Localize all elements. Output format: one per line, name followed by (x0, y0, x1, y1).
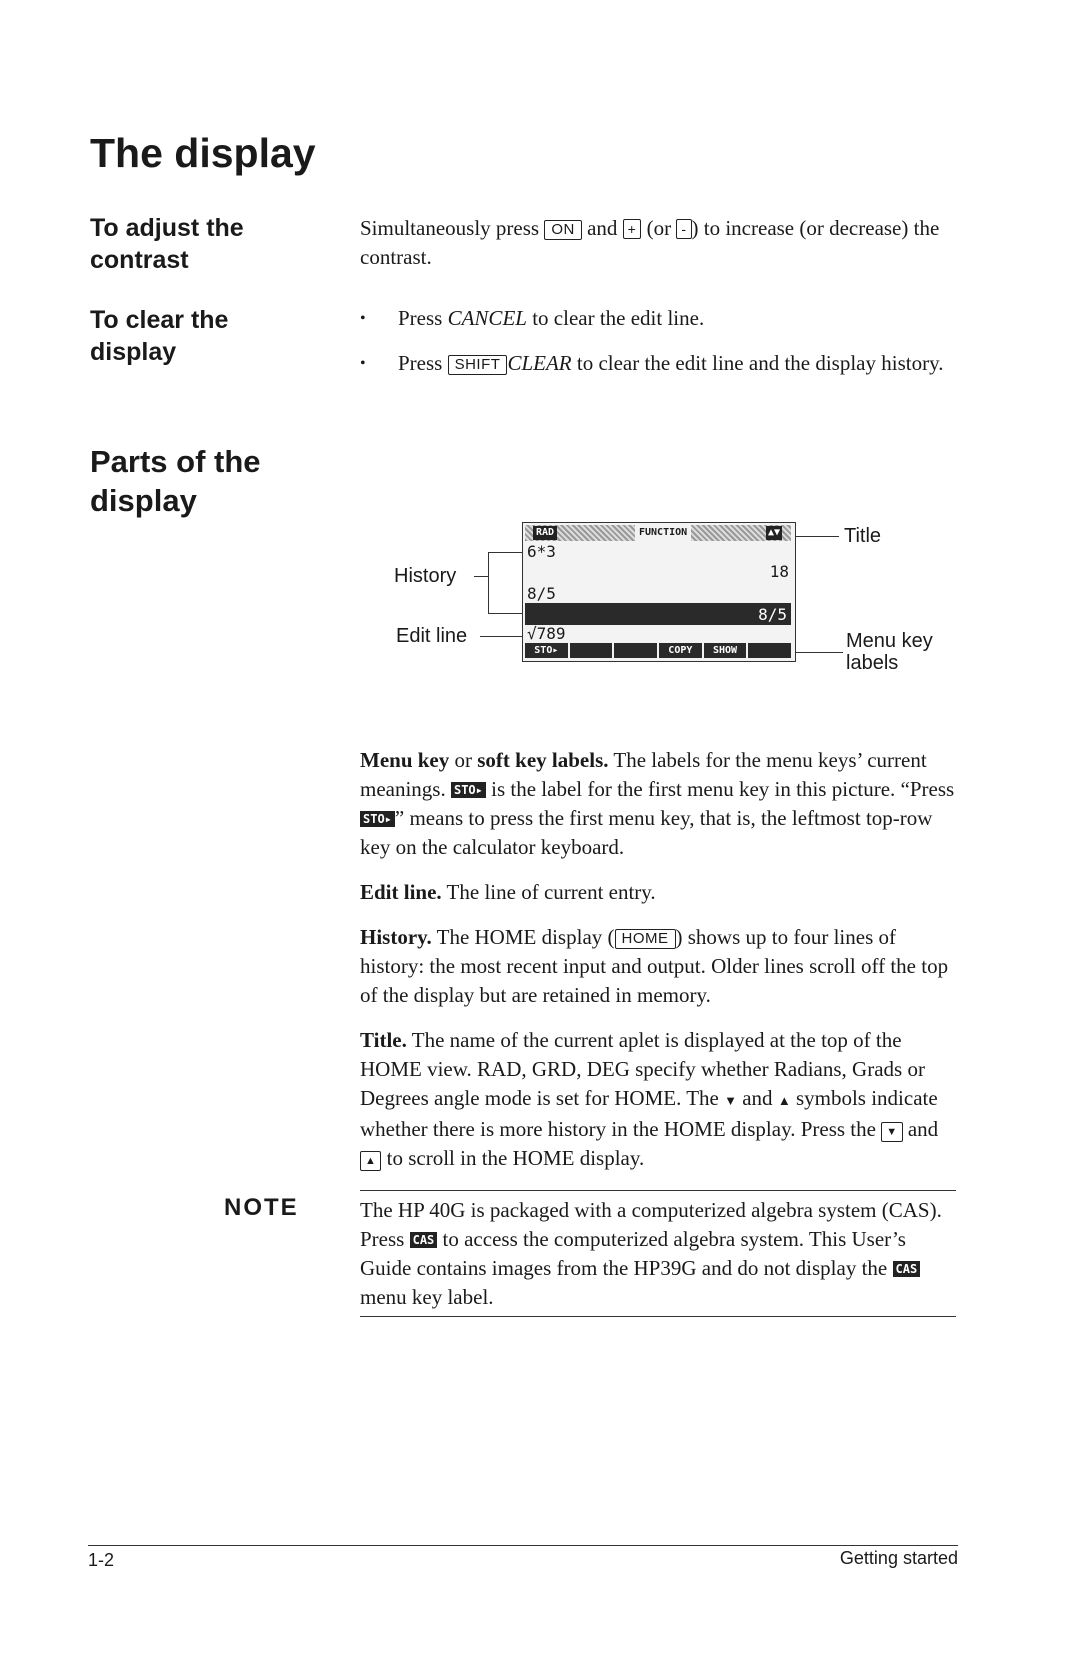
edit-line-label: Edit line (396, 625, 468, 647)
down-key: ▼ (881, 1122, 902, 1142)
minus-key: - (676, 219, 691, 239)
contrast-text: Simultaneously press ON and + (or - ) to increase (or decrease) the contrast. (360, 216, 940, 269)
list-item: • Press SHIFT CLEAR to clear the edit line and the display history. (360, 349, 950, 378)
sto-soft-key: STO▸ (451, 782, 486, 798)
menu-key: STO▸ (525, 643, 568, 658)
clear-heading: To clear the display (90, 306, 229, 366)
note-text: The HP 40G is packaged with a computerized algebra system (CAS). Press CAS to access the computerized algebra system. This User’s Guide contains images from the HP39G and do not display the CAS menu key label. (360, 1198, 942, 1309)
history-line: 6*3 (527, 542, 556, 561)
history-description: History. The HOME display ( HOME ) shows up to four lines of history: the most recent input and output. Older lines scroll off the top of the display but are retained in memory. (360, 925, 949, 1007)
edit-line-description: Edit line. The line of current entry. (360, 880, 656, 904)
history-line: 18 (769, 562, 789, 581)
calculator-display (522, 522, 796, 662)
history-line: 8/5 (527, 584, 556, 603)
note-label: NOTE (224, 1194, 299, 1221)
page-number: 1-2 (88, 1550, 115, 1570)
title-label: Title (844, 525, 882, 547)
menu-key-labels-label: Menu key labels (846, 630, 933, 674)
menu-key: SHOW (704, 643, 747, 658)
menu-key-labels (525, 643, 791, 658)
history-arrows-icon: ▲▼ (768, 527, 781, 538)
title-bar (525, 525, 791, 541)
cas-soft-key: CAS (410, 1232, 438, 1248)
shift-key: SHIFT (448, 355, 508, 375)
aplet-name: FUNCTION (635, 525, 691, 541)
parts-heading: Parts of the display (90, 444, 261, 518)
arrow-up-icon: ▲ (777, 1093, 791, 1108)
sto-soft-key: STO▸ (360, 811, 395, 827)
up-key: ▲ (360, 1151, 381, 1171)
home-key: HOME (615, 929, 676, 949)
plus-key: + (623, 219, 642, 239)
history-label: History (394, 565, 457, 587)
list-item: • Press CANCEL to clear the edit line. (360, 304, 950, 333)
edit-line: √789 (527, 624, 566, 643)
page-title: The display (90, 130, 316, 176)
on-key: ON (544, 220, 582, 240)
menu-key (614, 643, 657, 658)
arrow-down-icon: ▼ (724, 1093, 737, 1108)
highlighted-history-line: 8/5 (525, 603, 791, 625)
menu-key (570, 643, 613, 658)
section-name: Getting started (839, 1548, 958, 1568)
contrast-heading: To adjust the contrast (90, 214, 244, 274)
rad-indicator: RAD (533, 526, 557, 540)
cas-soft-key: CAS (893, 1261, 921, 1277)
menu-key: COPY (659, 643, 702, 658)
title-description: Title. The name of the current aplet is displayed at the top of the HOME view. RAD, GRD, DEG specify whether Radians, Grads or Degrees angle mode is set for HOME. The ▼ and ▲ symbols indicate whether there is more history in the HOME display. Press the ▼ and ▲ to scroll in the HOME display. (360, 1028, 939, 1170)
clear-list (360, 304, 950, 394)
descriptions (360, 746, 956, 1189)
menu-key (748, 643, 791, 658)
menu-key-description: Menu key or soft key labels. The labels for the menu keys’ current meanings. STO▸ is the label for the first menu key in this picture. “Press STO▸ ” means to press the first menu key, that is, the leftmost top-row key on the calculator keyboard. (360, 748, 955, 859)
